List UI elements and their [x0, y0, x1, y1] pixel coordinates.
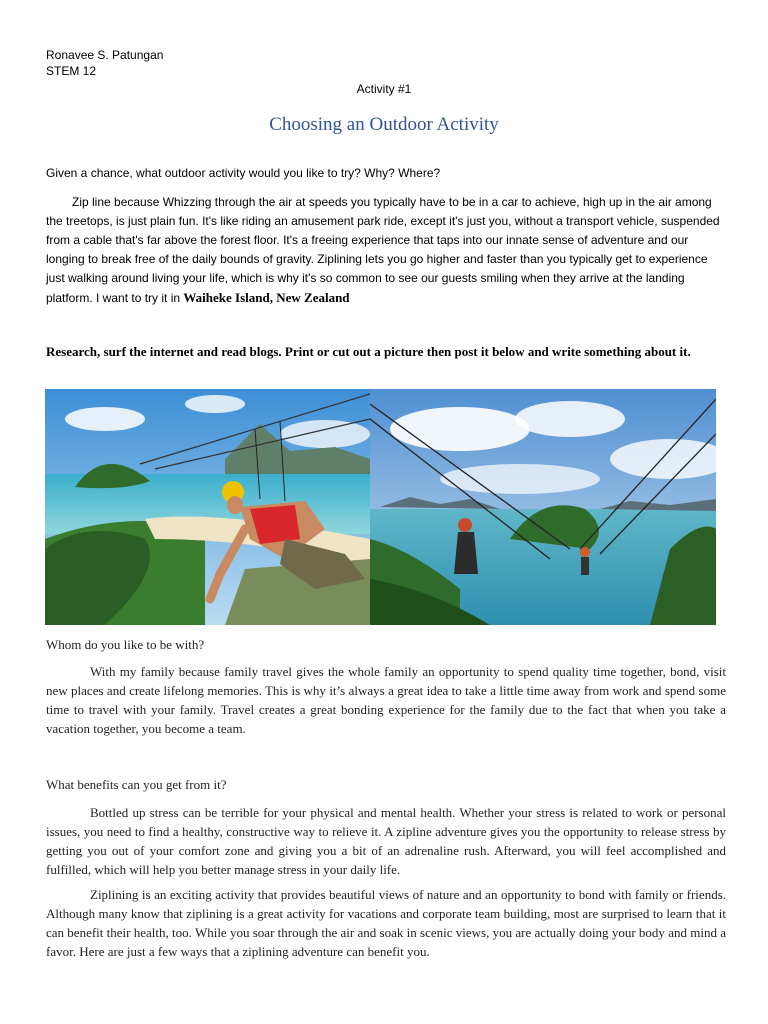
answer-1	[46, 193, 726, 308]
author-block	[46, 47, 163, 79]
question-2: Whom do you like to be with?	[46, 637, 205, 652]
page-title: Choosing an Outdoor Activity	[269, 114, 499, 135]
answer-3a-text: Bottled up stress can be terrible for your physical and mental health. Whether your stress is related to work or personal issues, you need to find a healthy, constructive way to relieve it. A zipline adventure gives you the opportunity to release stress by getting you out of your comfort zone and giving you a bit of an adrenaline rush. Afterward, you will feel accomplished and fulfilled, which will help you better manage stress in your daily life.	[46, 805, 726, 877]
zipline-photo-right	[370, 389, 716, 625]
answer-1-text: Zip line because Whizzing through the air at speeds you typically have to be in a car to achieve, high up in the air among the treetops, is just plain fun. It's like riding an amusement park ride, except it's just you, without a transport vehicle, suspended from a cable that's far above the forest floor. It's a freeing experience that taps into our innate sense of adventure and our longing to break free of the daily bounds of gravity. Ziplining lets you go higher and faster than you typically get to experience just walking around living your life, which is why it's so common to see our guests smiling when they arrive at the landing platform. I want to try it in	[46, 195, 720, 305]
question-3: What benefits can you get from it?	[46, 777, 227, 792]
answer-2	[46, 662, 726, 738]
answer-1-location: Waiheke Island, New Zealand	[183, 290, 350, 305]
answer-2-text: With my family because family travel gives the whole family an opportunity to spend quality time together, bond, visit new places and create lifelong memories. This is why it’s always a great idea to take a little time away from work and spend some time to travel with your family. Travel creates a great bonding experience for the family due to the fact that when you take a vacation together, you become a team.	[46, 664, 726, 736]
research-instruction: Research, surf the internet and read blogs. Print or cut out a picture then post it below and write something about it.	[46, 344, 691, 359]
author-section: STEM 12	[46, 64, 97, 78]
author-name: Ronavee S. Patungan	[46, 48, 164, 62]
photo-collage	[45, 389, 716, 625]
answer-3a	[46, 803, 726, 879]
answer-3b-text: Ziplining is an exciting activity that provides beautiful views of nature and an opportunity to bond with family or friends. Although many know that ziplining is a great activity for vacations and corporate team building, most are surprised to learn that it can benefit their health, too. While you soar through the air and soak in scenic views, you are actually doing your body and mind a favor. Here are just a few ways that a ziplining adventure can benefit you.	[46, 887, 726, 959]
activity-number: Activity #1	[356, 82, 412, 96]
answer-3b	[46, 885, 726, 961]
zipline-photo-left	[45, 389, 370, 625]
question-1: Given a chance, what outdoor activity would you like to try? Why? Where?	[46, 166, 441, 180]
